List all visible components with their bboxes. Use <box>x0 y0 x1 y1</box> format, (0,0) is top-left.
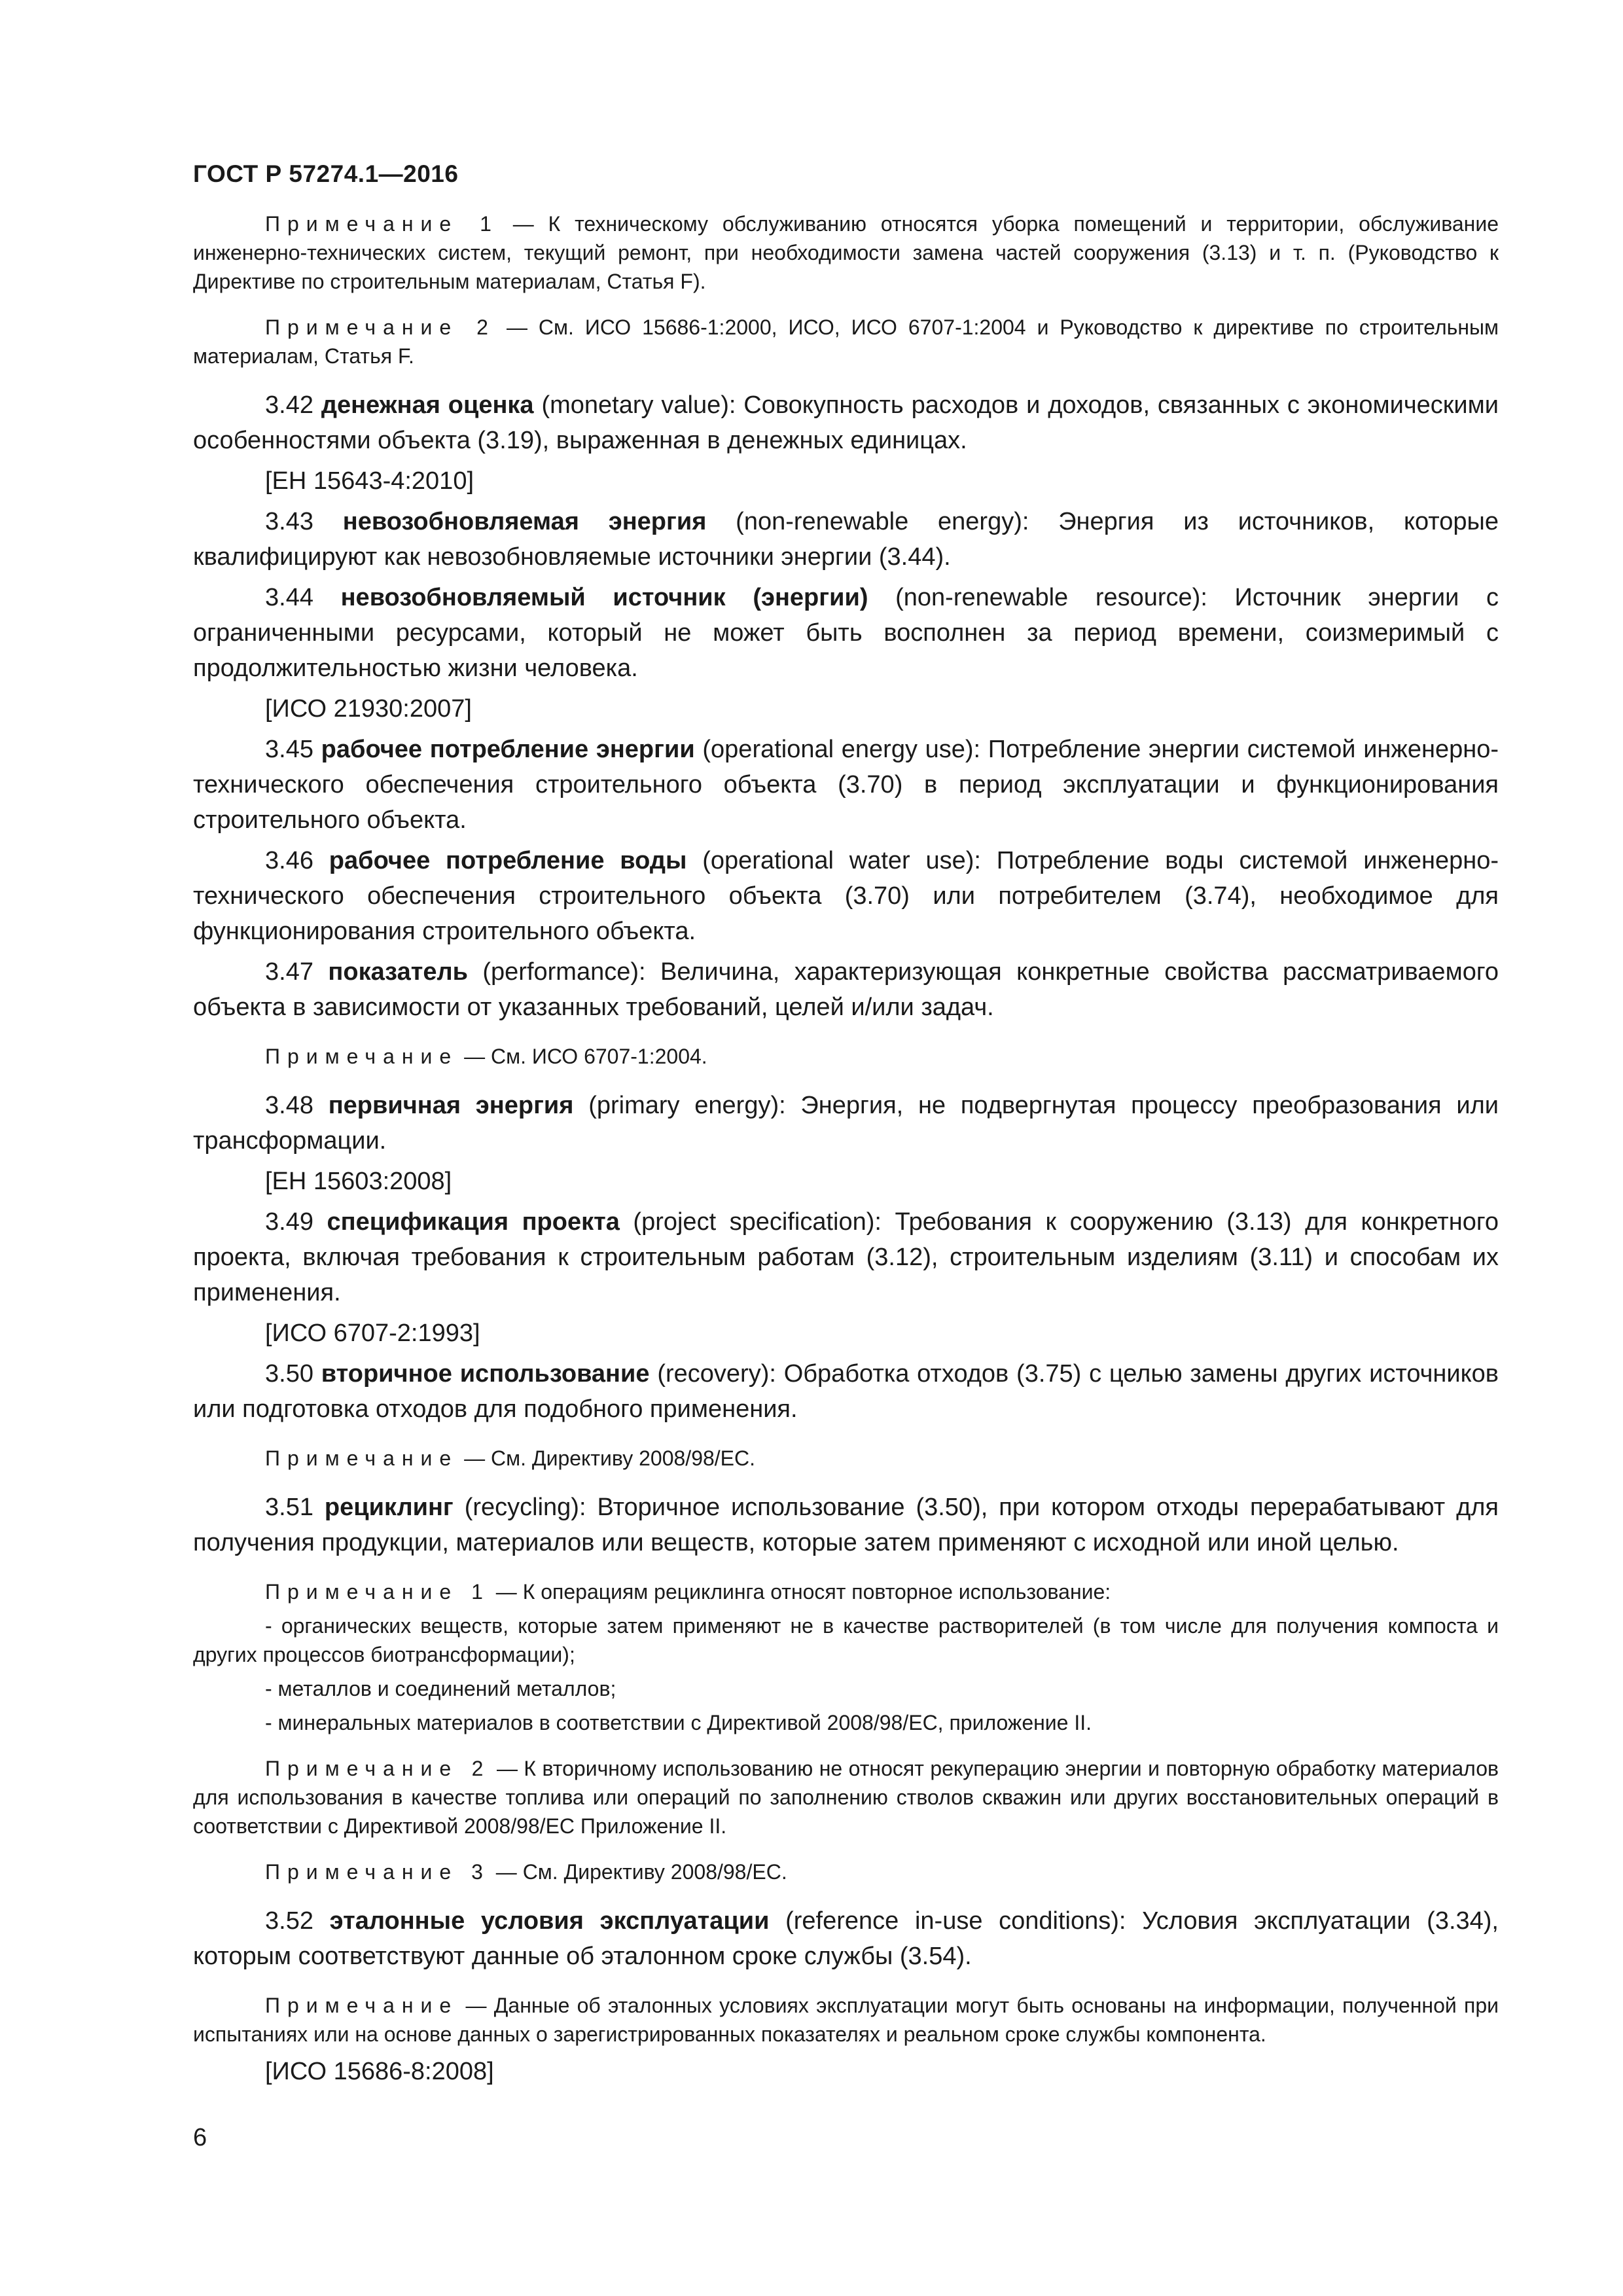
term-text: (reference in-use conditions): Условия эксплуатации (3.34), которым соответствуют данные об эталонном сроке службы (3.54). <box>193 1907 1499 1970</box>
spacer <box>193 1737 1499 1754</box>
spacer <box>193 2049 1499 2054</box>
source-reference <box>193 2054 1499 2089</box>
note-text: — См. Директиву 2008/98/ЕС. <box>458 1446 756 1470</box>
note <box>193 1857 1499 1886</box>
term-definition <box>193 387 1499 458</box>
note-label: Примечание <box>265 1045 459 1068</box>
source-text: [ИСО 6707-2:1993] <box>265 1319 480 1347</box>
list-item-text: - органических веществ, которые затем применяют не в качестве растворителей (в том числе для получения компоста и других процессов биотрансформации); <box>193 1614 1499 1666</box>
spacer <box>193 1606 1499 1611</box>
note-label: Примечание 1 <box>265 212 499 236</box>
list-item <box>193 1708 1499 1737</box>
spacer <box>193 1351 1499 1356</box>
spacer <box>193 1840 1499 1857</box>
spacer <box>193 1473 1499 1490</box>
term-definition <box>193 732 1499 838</box>
term-name: эталонные условия эксплуатации <box>329 1907 770 1935</box>
spacer <box>193 1703 1499 1708</box>
page-number: 6 <box>193 2124 207 2151</box>
list-item <box>193 1674 1499 1703</box>
term-text: (non-renewable resource): Источник энергии с ограниченными ресурсами, который не может быть восполнен за период времени, соизмеримый с продолжительностью жизни человека. <box>193 584 1499 682</box>
term-definition <box>193 580 1499 686</box>
note-text: — См. ИСО 15686-1:2000, ИСО, ИСО 6707-1:2004 и Руководство к директиве по строительным материалам, Статья F. <box>193 315 1499 368</box>
spacer <box>193 1158 1499 1164</box>
term-name: невозобновляемый источник (энергии) <box>340 584 868 611</box>
term-definition <box>193 1490 1499 1560</box>
note-text: — К техническому обслуживанию относятся уборка помещений и территории, обслуживание инженерно-технических систем, текущий ремонт, при необходимости замена частей сооружения (3.13) и т. п. (Руководство к Директиве по строительным материалам, Статья F). <box>193 212 1499 293</box>
note-text: — См. Директиву 2008/98/ЕС. <box>490 1860 787 1884</box>
note <box>193 313 1499 370</box>
term-definition <box>193 954 1499 1025</box>
term-text: (primary energy): Энергия, не подвергнутая процессу преобразования или трансформации. <box>193 1092 1499 1155</box>
term-text: (recovery): Обработка отходов (3.75) с целью замены других источников или подготовка отходов для подобного применения. <box>193 1360 1499 1423</box>
term-number: 3.45 <box>265 736 321 763</box>
spacer <box>193 370 1499 387</box>
term-number: 3.44 <box>265 584 341 611</box>
note <box>193 1577 1499 1606</box>
term-number: 3.47 <box>265 958 329 986</box>
document-body <box>193 209 1499 2089</box>
spacer <box>193 838 1499 843</box>
source-text: [ЕН 15643-4:2010] <box>265 467 474 495</box>
spacer <box>193 1560 1499 1577</box>
term-number: 3.51 <box>265 1494 325 1521</box>
list-item-text: - металлов и соединений металлов; <box>265 1677 616 1700</box>
note-label: Примечание <box>265 1994 459 2017</box>
term-name: денежная оценка <box>321 391 534 419</box>
document-header: ГОСТ Р 57274.1—2016 <box>193 160 459 187</box>
spacer <box>193 296 1499 313</box>
note-label: Примечание 2 <box>265 1757 491 1780</box>
note <box>193 1991 1499 2049</box>
term-text: (recycling): Вторичное использование (3.50), при котором отходы перерабатывают для получения продукции, материалов или веществ, которые затем применяют с исходной или иной целью. <box>193 1494 1499 1556</box>
note-label: Примечание 3 <box>265 1860 490 1884</box>
term-number: 3.43 <box>265 508 343 535</box>
spacer <box>193 1199 1499 1204</box>
list-item-text: - минеральных материалов в соответствии с Директивой 2008/98/ЕС, приложение II. <box>265 1711 1092 1734</box>
spacer <box>193 686 1499 691</box>
term-text: (operational water use): Потребление воды системой инженерно-технического обеспечения строительного объекта (3.70) или потребителем (3.74), необходимое для функционирования строительного объекта. <box>193 847 1499 945</box>
term-definition <box>193 843 1499 949</box>
source-reference <box>193 691 1499 726</box>
spacer <box>193 575 1499 580</box>
note <box>193 209 1499 296</box>
term-text: (operational energy use): Потребление энергии системой инженерно-технического обеспечения строительного объекта (3.70) в период эксплуатации и функционирования строительного объекта. <box>193 736 1499 834</box>
spacer <box>193 1427 1499 1444</box>
spacer <box>193 726 1499 732</box>
spacer <box>193 1669 1499 1674</box>
note-label: Примечание 1 <box>265 1580 490 1604</box>
term-definition <box>193 1088 1499 1158</box>
term-name: рабочее потребление энергии <box>321 736 695 763</box>
note <box>193 1444 1499 1473</box>
spacer <box>193 1310 1499 1316</box>
term-number: 3.42 <box>265 391 321 419</box>
note-label: Примечание <box>265 1446 459 1470</box>
source-reference <box>193 463 1499 499</box>
term-number: 3.50 <box>265 1360 321 1388</box>
term-name: невозобновляемая энергия <box>342 508 707 535</box>
list-item <box>193 1611 1499 1669</box>
spacer <box>193 1025 1499 1042</box>
term-name: вторичное использование <box>321 1360 650 1388</box>
source-text: [ИСО 21930:2007] <box>265 695 472 723</box>
source-text: [ИСО 15686-8:2008] <box>265 2058 494 2085</box>
note-text: — Данные об эталонных условиях эксплуатации могут быть основаны на информации, полученной при испытаниях или на основе данных о зарегистрированных показателях и реальном сроке службы компонента. <box>193 1994 1499 2046</box>
source-text: [ЕН 15603:2008] <box>265 1168 452 1195</box>
source-reference <box>193 1164 1499 1199</box>
term-name: показатель <box>328 958 468 986</box>
note <box>193 1754 1499 1840</box>
term-name: рециклинг <box>324 1494 454 1521</box>
term-text: (project specification): Требования к сооружению (3.13) для конкретного проекта, включая требования к строительным работам (3.12), строительным изделиям (3.11) и способам их применения. <box>193 1208 1499 1306</box>
term-definition <box>193 1204 1499 1310</box>
spacer <box>193 458 1499 463</box>
term-text: (performance): Величина, характеризующая конкретные свойства рассматриваемого объекта в зависимости от указанных требований, целей и/или задач. <box>193 958 1499 1021</box>
spacer <box>193 1974 1499 1991</box>
spacer <box>193 949 1499 954</box>
note-text: — К операциям рециклинга относят повторное использование: <box>490 1580 1111 1604</box>
term-name: рабочее потребление воды <box>329 847 687 874</box>
term-number: 3.49 <box>265 1208 327 1236</box>
note <box>193 1042 1499 1071</box>
term-number: 3.48 <box>265 1092 329 1119</box>
term-number: 3.46 <box>265 847 329 874</box>
term-text: (monetary value): Совокупность расходов и доходов, связанных с экономическими особенностями объекта (3.19), выраженная в денежных единицах. <box>193 391 1499 454</box>
term-name: первичная энергия <box>328 1092 574 1119</box>
spacer <box>193 499 1499 504</box>
spacer <box>193 1071 1499 1088</box>
spacer <box>193 1886 1499 1903</box>
term-definition <box>193 1903 1499 1974</box>
term-definition <box>193 1356 1499 1427</box>
source-reference <box>193 1316 1499 1351</box>
note-text: — К вторичному использованию не относят рекуперацию энергии и повторную обработку материалов для использования в качестве топлива или операций по заполнению стволов скважин или других восстановительных операций в соответствии с Директивой 2008/98/ЕС Приложение II. <box>193 1757 1499 1838</box>
term-definition <box>193 504 1499 575</box>
term-name: спецификация проекта <box>327 1208 620 1236</box>
note-text: — См. ИСО 6707-1:2004. <box>458 1045 707 1068</box>
note-label: Примечание 2 <box>265 315 495 339</box>
term-number: 3.52 <box>265 1907 330 1935</box>
term-text: (non-renewable energy): Энергия из источников, которые квалифицируют как невозобновляемые источники энергии (3.44). <box>193 508 1499 571</box>
